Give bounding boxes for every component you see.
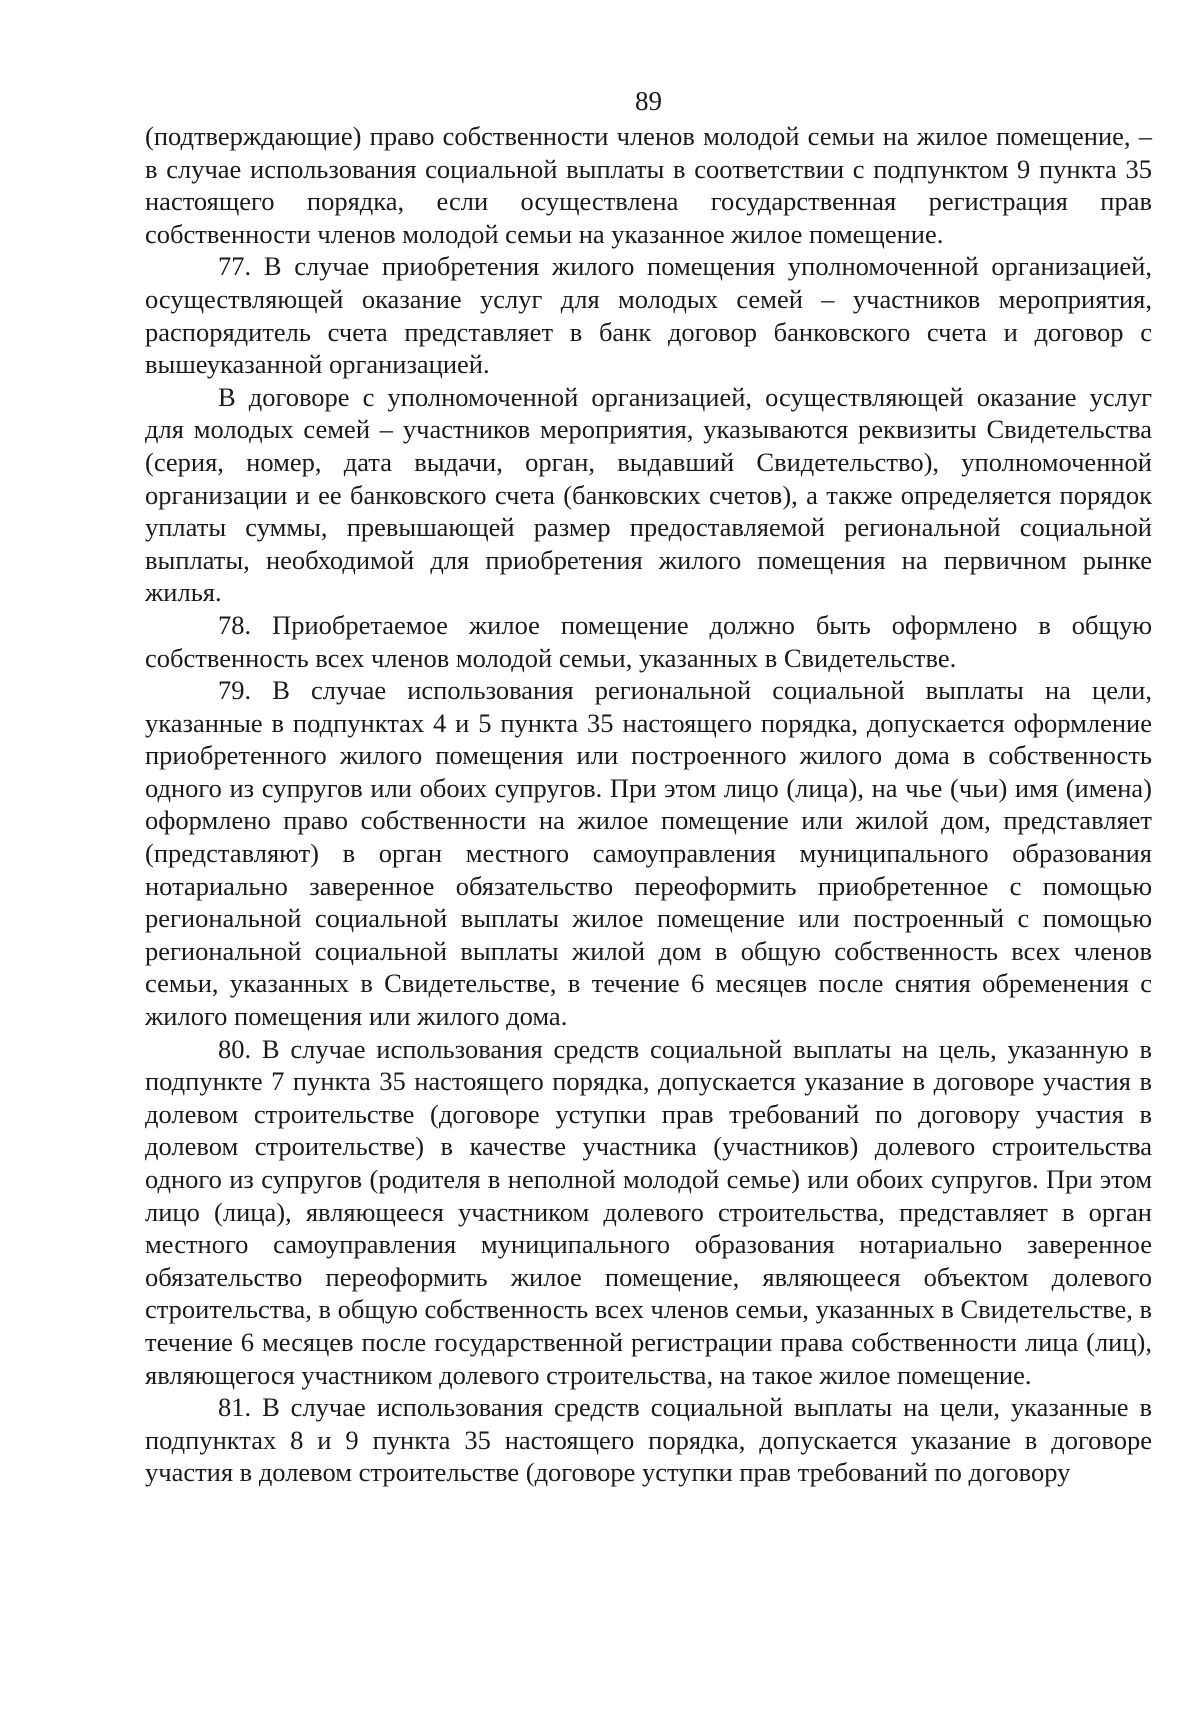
paragraph-79: 79. В случае использования региональной социальной выплаты на цели, указанные в подпунктах 4 и 5 пункта 35 настоящего порядка, допускается оформление приобретенного жилого помещения или построенного жилого дома в собственность одного из супругов или обоих супругов. При этом лицо (лица), на чье (чьи) имя (имена) оформлено право собственности на жилое помещение или жилой дом, представляет (представляют) в орган местного самоуправления муниципального образования нотариально заверенное обязательство переоформить приобретенное с помощью региональной социальной выплаты жилое помещение или построенный с помощью региональной социальной выплаты жилой дом в общую собственность всех членов семьи, указанных в Свидетельстве, в течение 6 месяцев после снятия обременения с жилого помещения или жилого дома. bbox=[145, 675, 1152, 1032]
page-number: 89 bbox=[635, 86, 662, 116]
paragraph-80: 80. В случае использования средств социальной выплаты на цель, указанную в подпункте 7 пункта 35 настоящего порядка, допускается указание в договоре участия в долевом строительстве (договоре уступки прав требований по договору участия в долевом строительстве) в качестве участника (участников) долевого строительства одного из супругов (родителя в неполной молодой семье) или обоих супругов. При этом лицо (лица), являющееся участником долевого строительства, представляет в орган местного самоуправления муниципального образования нотариально заверенное обязательство переоформить жилое помещение, являющееся объектом долевого строительства, в общую собственность всех членов семьи, указанных в Свидетельстве, в течение 6 месяцев после государственной регистрации права собственности лица (лиц), являющегося участником долевого строительства, на такое жилое помещение. bbox=[145, 1033, 1152, 1390]
paragraph-81: 81. В случае использования средств социальной выплаты на цели, указанные в подпунктах 8 и 9 пункта 35 настоящего порядка, допускается указание в договоре участия в долевом строительстве (договоре уступки прав требований по договору bbox=[145, 1392, 1152, 1488]
document-page bbox=[145, 84, 1152, 1489]
paragraph-continuation: (подтверждающие) право собственности членов молодой семьи на жилое помещение, – в случае использования социальной выплаты в соответствии с подпунктом 9 пункта 35 настоящего порядка, если осуществлена государственная регистрация прав собственности членов молодой семьи на указанное жилое помещение. bbox=[145, 121, 1152, 249]
paragraph-78: 78. Приобретаемое жилое помещение должно быть оформлено в общую собственность всех членов молодой семьи, указанных в Свидетельстве. bbox=[145, 609, 1152, 673]
paragraph-77: 77. В случае приобретения жилого помещения уполномоченной организацией, осуществляющей оказание услуг для молодых семей – участников мероприятия, распорядитель счета представляет в банк договор банковского счета и договор с вышеуказанной организацией. bbox=[145, 251, 1152, 380]
paragraph-77-contract: В договоре с уполномоченной организацией, осуществляющей оказание услуг для молодых семей – участников мероприятия, указываются реквизиты Свидетельства (серия, номер, дата выдачи, орган, выдавший Свидетельство), уполномоченной организации и ее банковского счета (банковских счетов), а также определяется порядок уплаты суммы, превышающей размер предоставляемой региональной социальной выплаты, необходимой для приобретения жилого помещения на первичном рынке жилья. bbox=[145, 381, 1152, 608]
